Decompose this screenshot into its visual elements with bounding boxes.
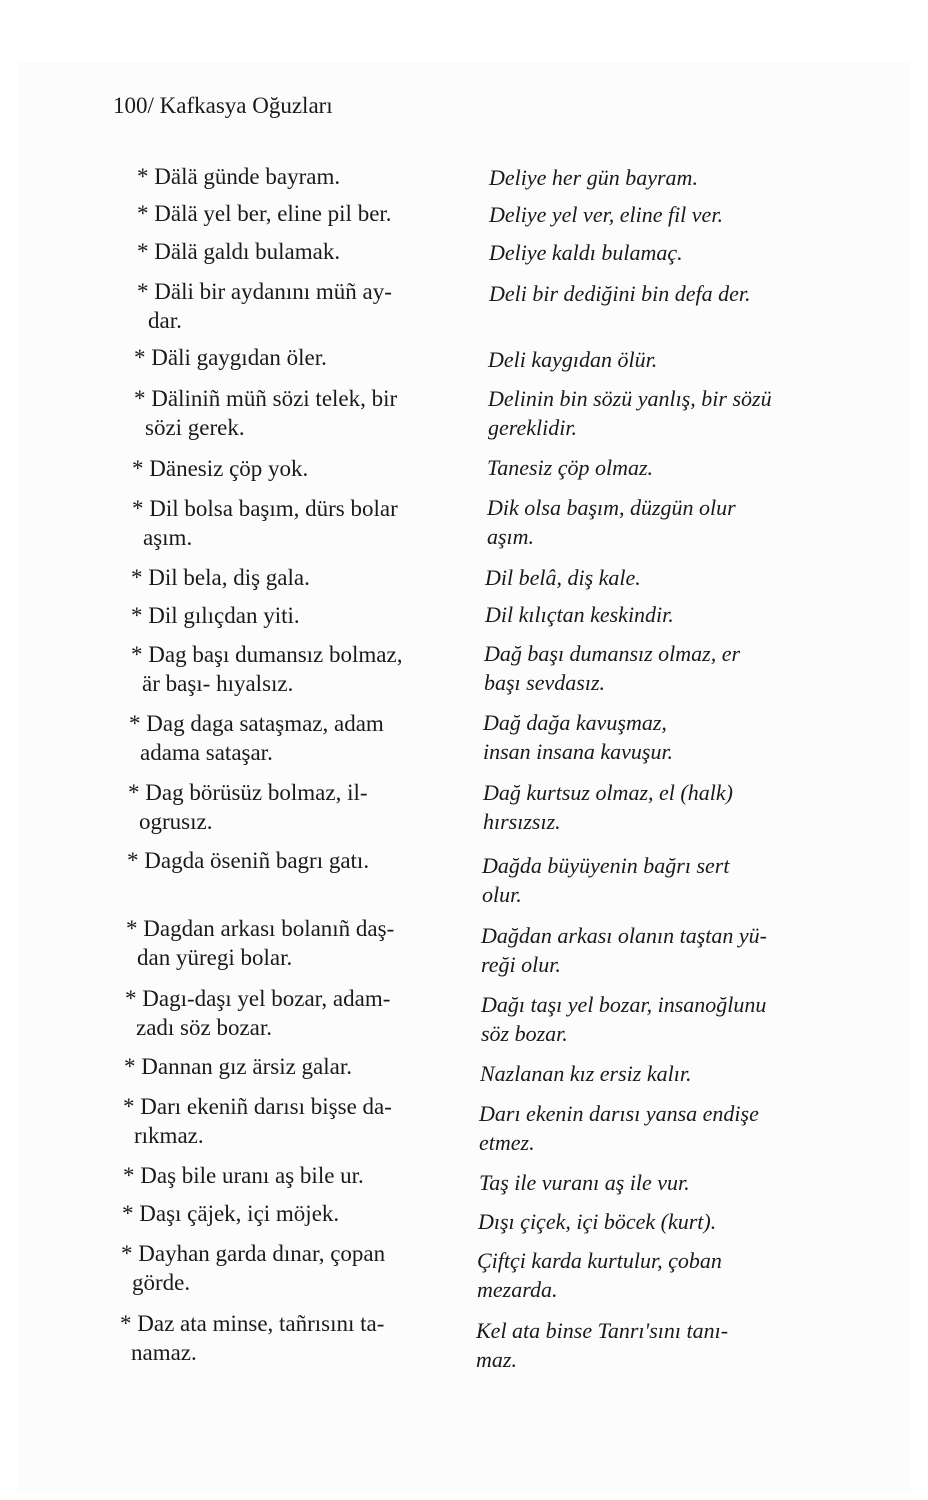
proverb-original: * Dälä yel ber, eline pil ber. [137, 201, 392, 226]
proverb-original: * Dag başı dumansız bolmaz, är başı- hıyalsız. [131, 642, 403, 696]
proverb-original: * Dayhan garda dınar, çopan görde. [121, 1241, 386, 1295]
proverb-translation: Tanesiz çöp olmaz. [487, 455, 654, 480]
proverb-translation: Çiftçi karda kurtulur, çoban mezarda. [477, 1248, 722, 1302]
proverb-translation: Deliye kaldı bulamaç. [489, 240, 683, 265]
proverb-original: * Dag daga sataşmaz, adam adama sataşar. [129, 711, 384, 765]
proverb-translation: Dik olsa başım, düzgün olur aşım. [487, 495, 736, 549]
proverb-original: * Dänesiz çöp yok. [132, 456, 309, 481]
proverb-translation: Deli bir dediğini bin defa der. [489, 281, 751, 306]
proverb-original: * Däli gaygıdan öler. [134, 345, 327, 370]
proverb-original: * Dagda öseniñ bagrı gatı. [127, 848, 370, 873]
proverb-translation: Darı ekenin darısı yansa endişe etmez. [479, 1101, 759, 1155]
proverb-translation: Dil belâ, diş kale. [485, 565, 641, 590]
proverb-original: * Dälä galdı bulamak. [137, 239, 341, 264]
proverb-original: * Dälä günde bayram. [137, 164, 341, 189]
proverb-translation: Deliye her gün bayram. [489, 165, 698, 190]
proverb-translation: Dağı taşı yel bozar, insanoğlunu söz bozar. [481, 992, 767, 1046]
proverb-translation: Nazlanan kız ersiz kalır. [480, 1061, 692, 1086]
proverb-translation: Taş ile vuranı aş ile vur. [479, 1170, 690, 1195]
proverb-original: * Daz ata minse, tañrısını ta- namaz. [120, 1311, 385, 1365]
proverb-original: * Dagdan arkası bolanıñ daş- dan yüregi bolar. [126, 916, 395, 970]
proverb-original: * Dannan gız ärsiz galar. [124, 1054, 352, 1079]
proverb-original: * Daşı çäjek, içi möjek. [122, 1201, 340, 1226]
proverb-translation: Dağ kurtsuz olmaz, el (halk) hırsızsız. [483, 780, 733, 834]
proverb-original: * Dag börüsüz bolmaz, il- ogrusız. [128, 780, 368, 834]
proverb-original: * Däli bir aydanını müñ ay- dar. [137, 279, 392, 333]
proverb-translation: Dışı çiçek, içi böcek (kurt). [478, 1209, 717, 1234]
proverb-original: * Darı ekeniñ darısı bişse da- rıkmaz. [123, 1094, 392, 1148]
proverb-original: * Dil bela, diş gala. [131, 565, 310, 590]
proverb-translation: Dil kılıçtan keskindir. [485, 602, 674, 627]
proverb-translation: Delinin bin sözü yanlış, bir sözü gereklidir. [488, 386, 772, 440]
proverb-translation: Dağda büyüyenin bağrı sert olur. [482, 853, 730, 907]
proverb-translation: Deli kaygıdan ölür. [488, 347, 658, 372]
proverb-original: * Dagı-daşı yel bozar, adam- zadı söz bozar. [125, 986, 391, 1040]
proverb-translation: Kel ata binse Tanrı'sını tanı- maz. [476, 1318, 729, 1372]
proverb-translation: Dağdan arkası olanın taştan yü- reği olur. [481, 923, 767, 977]
proverb-translation: Dağ başı dumansız olmaz, er başı sevdasız. [484, 641, 741, 695]
proverb-translation: Dağ dağa kavuşmaz, insan insana kavuşur. [483, 710, 674, 764]
proverb-translation: Deliye yel ver, eline fil ver. [489, 202, 723, 227]
proverb-original: * Daş bile uranı aş bile ur. [123, 1163, 364, 1188]
proverb-original: * Däliniñ müñ sözi telek, bir sözi gerek. [134, 386, 398, 440]
proverb-original: * Dil bolsa başım, dürs bolar aşım. [132, 496, 398, 550]
running-header: 100/ Kafkasya Oğuzları [113, 93, 333, 118]
proverb-original: * Dil gılıçdan yiti. [131, 603, 300, 628]
